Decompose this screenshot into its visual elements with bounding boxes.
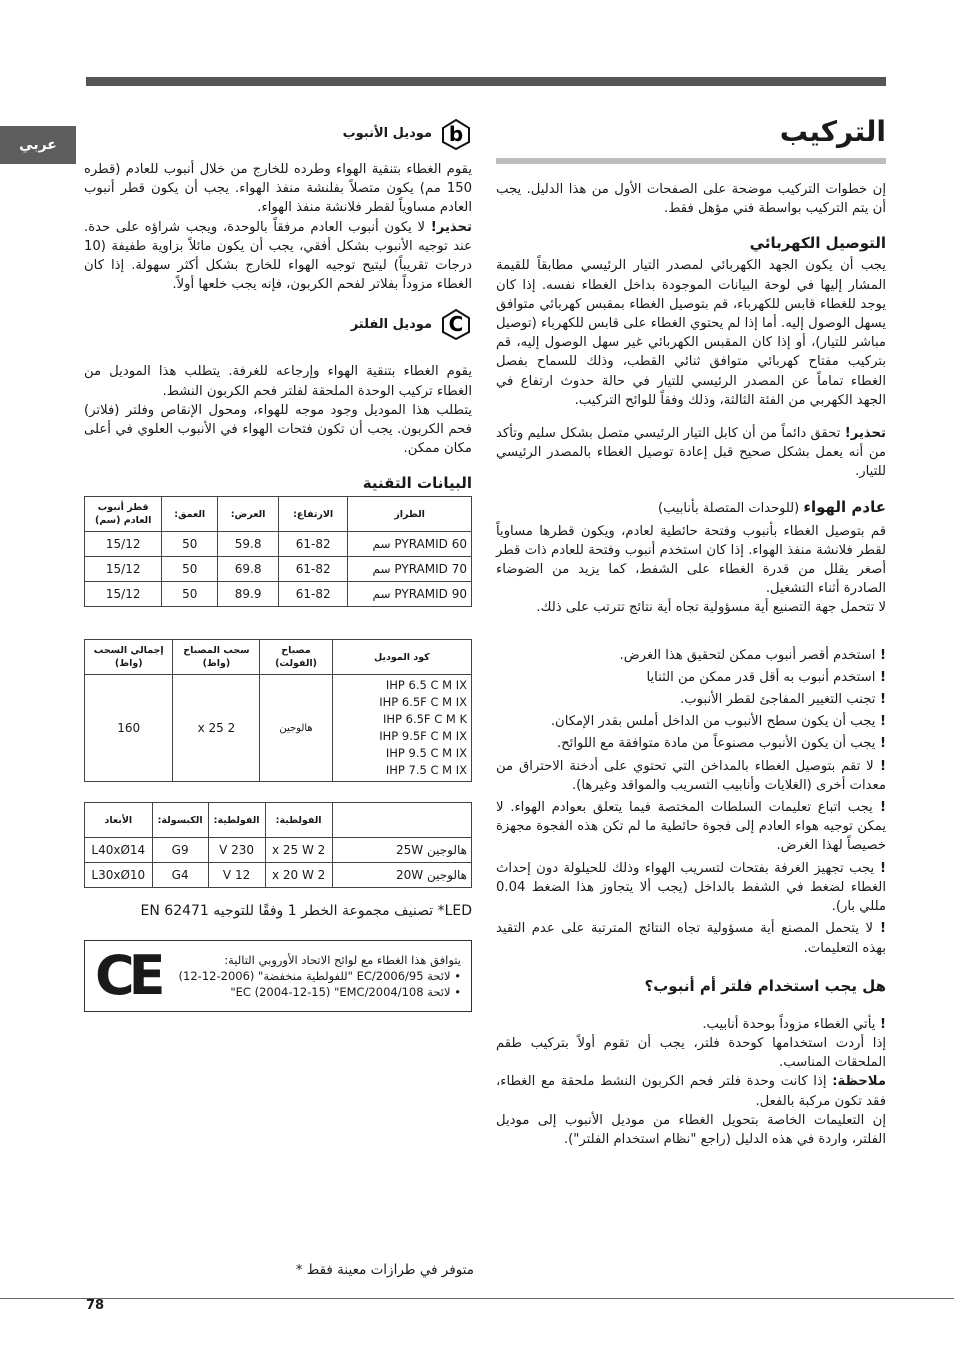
page-title: التركيب: [779, 115, 886, 148]
filter-note: ملاحظة: إذا كانت وحدة فلتر فحم الكربون النشط ملحقة مع الغطاء، فقد تكون مركبة بالفعل.: [496, 1074, 886, 1109]
ce-text: يتوافق هذا الغطاء مع لوائح الاتحاد الأوروبي التالية: • لائحة 2006/95/EC "للفولطية منخفضة" (2006-12-12) • لائحة 2004/108/EC (2004-12-15) "EMC": [178, 952, 461, 999]
filter-line-3: إن التعليمات الخاصة بتحويل الغطاء من موديل الأنبوب إلى موديل الفلتر، واردة في هذه الدليل (راجع "نظام استخدام الفلتر").: [496, 1112, 886, 1147]
filter-line-1: ! يأتي الغطاء مزوداً بوحدة أنابيب.: [702, 1016, 886, 1032]
pipe-model-body: يقوم الغطاء بتنقية الهواء وطرده للخارج من خلال أنبوب للعادم (قطره 150 مم) يكون متصلاً بفلنشة منفذ الهواء. يجب أن يكون قطر أنبوب العادم مساوياً لقطر فلانشة منفذ الهواء.: [84, 162, 472, 216]
table-row: PYRAMID 60 سم 61-82 59.8 50 15/12: [85, 532, 472, 557]
bottom-rule: [0, 1298, 954, 1299]
warning-item: ! تجنب التغيير المفاجئ لقطر الأنبوب.: [680, 692, 886, 708]
bulb-table: الفولطية: الفولطية: الكبسولة: الأبعاد هالوجين 25W 2 x 25 W 230 V G9 L40xØ14 هالوجين 20W 2 x 20 W 12 V G4 L30xØ10: [84, 802, 472, 888]
intro-text: إن خطوات التركيب موضحة على الصفحات الأول من هذا الدليل. يجب أن يتم التركيب بواسطة فني مؤهل فقط.: [496, 182, 886, 217]
warning-item: ! لا يتحمل المصنع أية مسؤولية تجاه النتائج المترتبة على عدم التقيد بهذه التعليمات.: [496, 921, 886, 956]
right-column: [496, 112, 886, 1149]
warning-item: ! يجب اتباع تعليمات السلطات المختصة فيما يتعلق بعوادم الهواء. لا يمكن توجيه هواء العادم إلى فجوة حائطية ما لم تكن هذه الفجوة مجهزة خصيصاً لهذا الغرض.: [496, 800, 886, 854]
warning-item: ! استخدم أقصر أنبوب ممكن لتحقيق هذا الغرض.: [619, 647, 886, 663]
warning-label: تحذير!: [844, 426, 886, 442]
tech-heading: البيانات التقنية: [362, 474, 472, 493]
table-row: هالوجين 20W 2 x 20 W 12 V G4 L30xØ10: [85, 863, 472, 888]
pipe-model-heading: b موديل الأنبوب: [84, 118, 472, 150]
warning-item: ! يجب تجهيز الغرفة بفتحات لتسريب الهواء وذلك للحيلولة دون إحداث الغطاء لضغط في الشفط بالداخل (يجب ألا يتجاوز هذا الضغط 0.04 مللي بار).: [496, 860, 886, 915]
electrical-body: يجب أن يكون الجهد الكهربائي لمصدر التيار الرئيسي مطابقاً للقيمة المشار إليها في لوحة البيانات الموجودة بداخل الغطاء نفسه. إذا كان يوجد للغطاء قابس للكهرباء، قم بتوصيل الغطاء بمقبس كهربائي متوافق يسهل الوصول إليه. أما إذا لم يحتوي الغطاء على قابس للكهرباء (توصيل مباشر للتيار)، أو إذا كان المقبس الكهربائي غير سهل الوصول إليه، قم بتركيب مفتاح كهربائي متوافق ثنائي القطب، وذلك للسماح بفصل الغطاء تماماً عن المصدر الرئيسي للتيار في حالة حدوث ارتفاع في الجهد الكهربي من الفئة الثالثة، وذلك وفقاً للوائح التركيب.: [496, 258, 886, 408]
pipe-model-icon: [440, 118, 472, 150]
electrical-heading: التوصيل الكهربائي: [749, 234, 886, 253]
warning-item: ! استخدم أنبوب به أقل قدر ممكن من الثنايا: [646, 669, 886, 685]
electrical-warning: [496, 424, 886, 482]
lamp-table: كود الموديل مصباح (الفولت) سحب المصباح (واط) إجمالي السحب (واط) IHP 6.5 C M IX IHP 6.5F C M IX IHP 6.5F C M K IHP 9.5F C M IX IHP 9.5 C M IX IHP 7.5 C M IX هالوجين 2 x 25 160: [84, 639, 472, 782]
page-number: 78: [86, 1298, 105, 1313]
dimensions-table: الطراز الارتفاع: العرض: العمق: قطر أنبوب العادم (سم) PYRAMID 60 سم 61-82 59.8 50 15/12 PYRAMID 70 سم 61-82 69.8 50 15/12 PYRAMID 90 سم 61-82 89.9 50 15/12: [84, 496, 472, 607]
table-row: IHP 6.5 C M IX IHP 6.5F C M IX IHP 6.5F C M K IHP 9.5F C M IX IHP 9.5 C M IX IHP 7.5 C M IX هالوجين 2 x 25 160: [85, 675, 472, 782]
exhaust-heading: عادم الهواء (للوحدات المتصلة بأنابيب): [658, 497, 886, 516]
language-tab: عربي: [0, 126, 76, 164]
filter-model-body: يقوم الغطاء بتنقية الهواء وإرجاعه للغرفة. يتطلب هذا الموديل من الغطاء تركيب الوحدة الملحقة لفلتر فحم الكربون النشط.: [84, 364, 472, 399]
footnote: متوفر في طرازات معينة فقط *: [295, 1262, 474, 1278]
svg-text:b: b: [448, 122, 464, 146]
table-row: PYRAMID 70 سم 61-82 69.8 50 15/12: [85, 557, 472, 582]
warning-item: ! لا تقم بتوصيل الغطاء بالمداخن التي تحتوي على أدخنة الاحتراق من معدات أخرى (الغلايات وأنابيب التسريب والمواقد وغيرها).: [496, 758, 886, 793]
ce-compliance-box: [84, 940, 472, 1012]
warning-text: تحقق دائماً من أن كابل التيار الرئيسي متصل بشكل سليم وتأكد من أنه يعمل بشكل صحيح قبل إعادة توصيل الغطاء بالمصدر الرئيسي للتيار.: [496, 426, 886, 480]
filter-line-2: إذا أردت استخدامها كوحدة فلتر، يجب أن تقوم أولاً بتركيب طقم الملحقات المناسب.: [496, 1035, 886, 1071]
warning-list: [496, 646, 886, 958]
filter-or-pipe-heading: هل يجب استخدام فلتر أم أنبوب؟: [644, 976, 886, 995]
exhaust-body: قم بتوصيل الغطاء بأنبوب وفتحة حائطية لعادم، ويكون قطرها مساوياً لقطر فلانشة منفذ الهواء. إذا كان استخدم أنبوب وفتحة للعادم ذات قطر أصغر يقلل من قدرة الغطاء على الشفط، كما يزيد من الضوضاء الصادرة أثناء التشغيل.: [496, 523, 886, 597]
led-classification: LED* تصنيف مجموعة الخطر 1 وفقًا للتوجيه EN 62471: [140, 903, 472, 920]
svg-text:C: C: [448, 312, 464, 337]
warning-item: ! يجب أن يكون سطح الأنبوب من الداخل أملس بقدر الإمكان.: [550, 714, 886, 730]
top-bar: [86, 77, 886, 86]
table-row: PYRAMID 90 سم 61-82 89.9 50 15/12: [85, 582, 472, 607]
filter-model-icon: [440, 308, 472, 340]
title-rule: [496, 158, 886, 164]
left-column: [84, 118, 472, 1012]
ce-mark-icon: CE: [95, 944, 160, 1008]
filter-model-heading: C موديل الفلتر: [84, 308, 472, 340]
exhaust-body-2: لا تتحمل جهة التصنيع أية مسؤولية تجاه أية نتائج تترتب على ذلك.: [536, 600, 886, 616]
table-row: هالوجين 25W 2 x 25 W 230 V G9 L40xØ14: [85, 838, 472, 863]
filter-model-body-2: يتطلب هذا الموديل وجود موجه للهواء، ومحول الإنقاص وفلتر (فلاتر) فحم الكربون. يجب أن تكون فتحات الهواء في الأنبوب العلوي في أعلى مكان ممكن.: [84, 402, 472, 457]
pipe-model-warning: تحذير! لا يكون أنبوب العادم مرفقاً بالوحدة، ويجب شراؤه على حدة. عند توجيه الأنبوب بشكل أفقي، يجب أن يكون مائلاً بزاوية طفيفة (10 درجات تقريباً) ليتيح توجيه الهواء للخارج بشكل أكثر سهولة. إذا كان الغطاء مزوداً بفلاتر لفحم الكربون، فإنه يجب خلعها أولاً.: [84, 219, 472, 293]
warning-item: ! يجب أن يكون الأنبوب مصنوعاً من مادة متوافقة مع اللوائح.: [556, 736, 886, 752]
